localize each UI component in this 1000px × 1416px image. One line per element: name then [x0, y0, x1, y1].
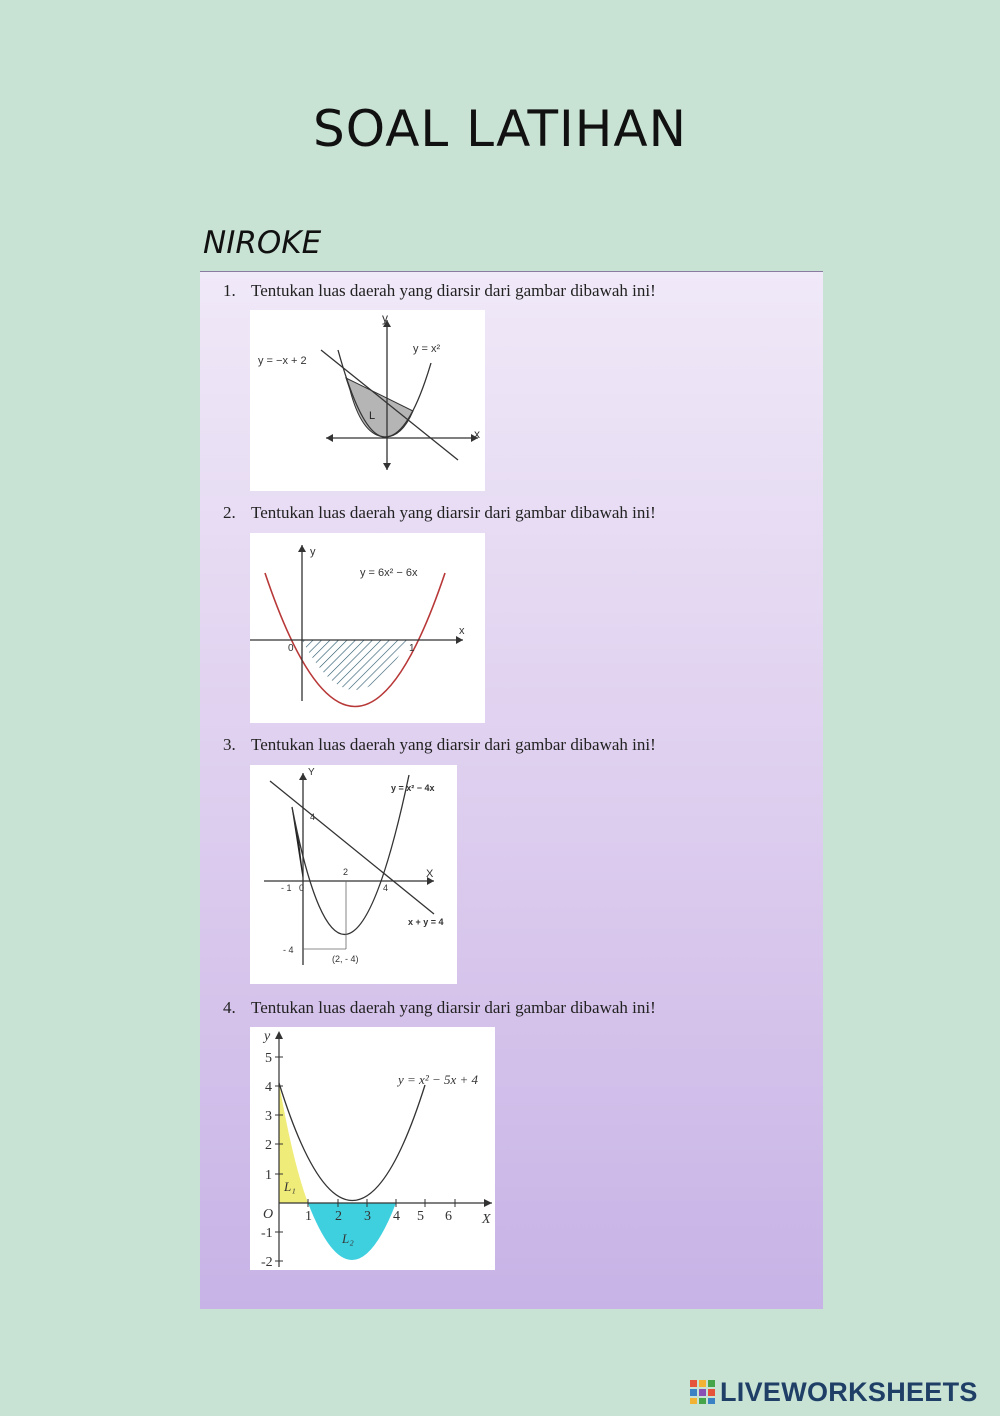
origin-label: O — [263, 1207, 274, 1222]
line-equation: x + y = 4 — [408, 917, 444, 927]
question-text: Tentukan luas daerah yang diarsir dari gambar dibawah ini! — [251, 998, 656, 1017]
question-number: 1. — [223, 281, 236, 300]
question-text: Tentukan luas daerah yang diarsir dari gambar dibawah ini! — [251, 281, 656, 300]
x-axis-label: X — [482, 1212, 491, 1227]
x-tick: 3 — [364, 1209, 371, 1224]
x-axis-label: x — [474, 427, 480, 441]
curve-equation: y = 6x² − 6x — [360, 567, 418, 579]
y-tick: 2 — [265, 1138, 272, 1153]
x-tick: 6 — [445, 1209, 452, 1224]
figure-2 — [250, 533, 485, 723]
question-3 — [223, 735, 656, 755]
tick-x-4: 4 — [383, 883, 389, 893]
curve-equation: y = x² − 5x + 4 — [398, 1072, 479, 1087]
page-title: SOAL LATIHAN — [313, 100, 687, 158]
figure-4 — [250, 1027, 495, 1270]
curve-equation: y = x² − 4x — [391, 783, 435, 793]
x-axis-label: x — [459, 625, 465, 637]
y-tick: 5 — [265, 1051, 272, 1066]
tick-1: 1 — [409, 643, 415, 654]
region-L2-label: L₂ — [342, 1231, 354, 1246]
line-equation: y = −x + 2 — [258, 355, 307, 367]
question-number: 2. — [223, 503, 236, 522]
student-name: NIROKE — [203, 225, 322, 261]
y-tick: -1 — [261, 1226, 273, 1241]
x-tick: 1 — [305, 1209, 312, 1224]
tick-2: 2 — [343, 867, 349, 877]
question-2 — [223, 503, 656, 523]
vertex-label: (2, - 4) — [332, 954, 359, 964]
logo-text: LIVEWORKSHEETS — [720, 1376, 978, 1407]
figure-1 — [250, 310, 485, 491]
question-text: Tentukan luas daerah yang diarsir dari gambar dibawah ini! — [251, 735, 656, 754]
x-tick: 4 — [393, 1209, 400, 1224]
y-tick: 3 — [265, 1109, 272, 1124]
logo-blocks-icon — [690, 1380, 716, 1404]
region-L1-label: L₁ — [284, 1179, 296, 1194]
worksheet-sheet — [200, 271, 823, 1309]
tick-minus-4: - 4 — [283, 945, 294, 955]
y-tick: 1 — [265, 1168, 272, 1183]
y-tick: 4 — [265, 1080, 272, 1095]
region-label: L — [369, 410, 376, 422]
liveworksheets-logo[interactable] — [690, 1377, 978, 1407]
x-axis-label: X — [426, 868, 434, 880]
y-axis-label: y — [264, 1029, 271, 1044]
curve-equation: y = x² — [413, 343, 441, 355]
figure-3 — [250, 765, 457, 984]
question-text: Tentukan luas daerah yang diarsir dari gambar dibawah ini! — [251, 503, 656, 522]
tick-minus-1: - 1 — [281, 883, 292, 893]
x-tick: 2 — [335, 1209, 342, 1224]
question-4 — [223, 998, 656, 1018]
question-number: 3. — [223, 735, 236, 754]
question-number: 4. — [223, 998, 236, 1017]
tick-y-4: 4 — [310, 812, 316, 822]
question-1 — [223, 281, 656, 301]
x-tick: 5 — [417, 1209, 424, 1224]
y-axis-label: Y — [308, 767, 315, 778]
tick-0: 0 — [299, 883, 305, 893]
y-axis-label: y — [382, 311, 388, 325]
tick-0: 0 — [288, 643, 294, 654]
y-axis-label: y — [310, 546, 316, 558]
y-tick: -2 — [261, 1255, 273, 1270]
